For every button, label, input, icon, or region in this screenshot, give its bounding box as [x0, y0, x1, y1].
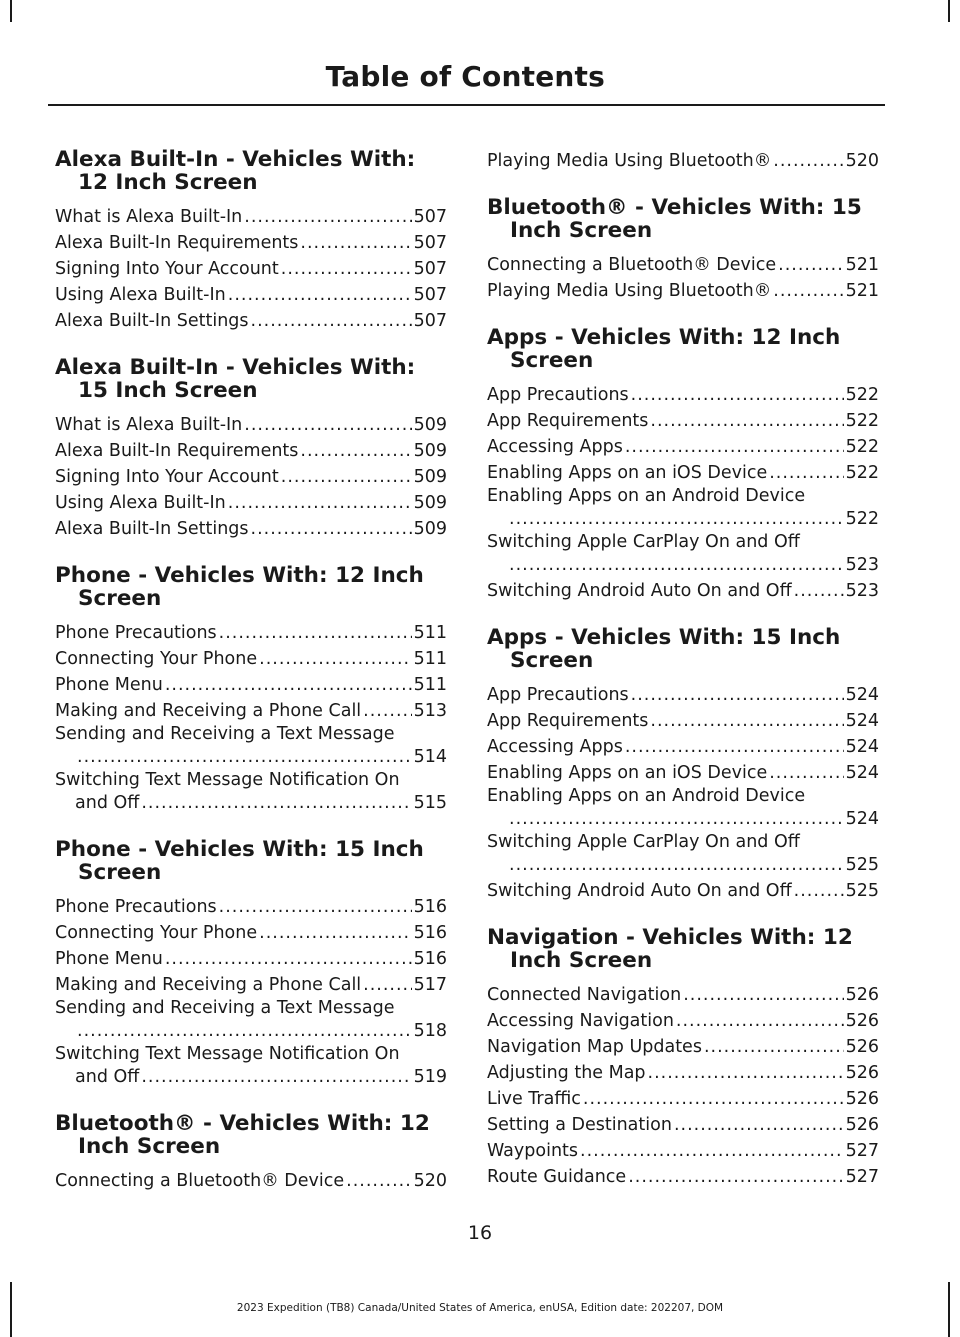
- entry-title: Navigation Map Updates: [487, 1037, 702, 1057]
- entry-page: 509: [413, 519, 447, 539]
- dot-leader: [625, 434, 844, 460]
- toc-entry[interactable]: [487, 982, 879, 1008]
- entry-title: Enabling Apps on an iOS Device: [487, 763, 768, 783]
- dot-leader: [509, 552, 844, 578]
- entry-page: 526: [845, 1011, 879, 1031]
- entry-title: Connected Navigation: [487, 985, 682, 1005]
- dot-leader: [650, 708, 843, 734]
- entry-page: 525: [845, 881, 879, 901]
- edition-line: 2023 Expedition (TB8) Canada/United States of America, enUSA, Edition date: 202207, DOM: [236, 1302, 724, 1314]
- dot-leader: [219, 620, 412, 646]
- dot-leader: [794, 578, 844, 604]
- entry-title: App Requirements: [487, 711, 649, 731]
- toc-entry[interactable]: [55, 620, 447, 646]
- entry-page: 522: [845, 509, 879, 529]
- entry-title: What is Alexa Built-In: [55, 415, 243, 435]
- header-rule: [48, 104, 885, 106]
- entry-page: 511: [413, 649, 447, 669]
- toc-entry[interactable]: [487, 734, 879, 760]
- entry-title: Alexa Built-In Requirements: [55, 233, 299, 253]
- section-title: Bluetooth® - Vehicles With: 15 Inch Screen: [487, 195, 862, 243]
- dot-leader: [228, 490, 412, 516]
- entry-page: 521: [845, 281, 879, 301]
- toc-entry[interactable]: [487, 682, 879, 708]
- section-title: Bluetooth® - Vehicles With: 12 Inch Screen: [55, 1111, 430, 1159]
- dot-leader: [251, 516, 412, 542]
- toc-entry[interactable]: [487, 382, 879, 408]
- entry-page: 521: [845, 255, 879, 275]
- entry-title: App Precautions: [487, 385, 629, 405]
- entry-title: Switching Android Auto On and Off: [487, 581, 792, 601]
- entry-title: What is Alexa Built-In: [55, 207, 243, 227]
- dot-leader: [300, 438, 411, 464]
- entry-title: Sending and Receiving a Text Message: [55, 724, 395, 744]
- entry-title: Accessing Navigation: [487, 1011, 674, 1031]
- entry-page: 526: [845, 1115, 879, 1135]
- entry-title: Accessing Apps: [487, 737, 623, 757]
- dot-leader: [676, 1008, 844, 1034]
- page-title: Table of Contents: [325, 60, 605, 93]
- entry-page: 507: [413, 259, 447, 279]
- crop-mark-top-left: [10, 0, 12, 22]
- toc-section: [55, 1112, 447, 1194]
- toc-entry[interactable]: [55, 282, 447, 308]
- toc-entry[interactable]: [487, 878, 879, 904]
- entry-page: 520: [845, 151, 879, 171]
- entry-title: Switching Text Message Notification On: [55, 1044, 400, 1064]
- entry-page: 516: [413, 923, 447, 943]
- toc-entry[interactable]: [55, 256, 447, 282]
- dot-leader: [141, 1064, 411, 1090]
- dot-leader: [77, 1018, 412, 1044]
- toc-entry[interactable]: [55, 698, 447, 724]
- entry-page: 523: [845, 555, 879, 575]
- toc-entry[interactable]: [487, 1112, 879, 1138]
- entry-line-continued: [55, 790, 447, 816]
- dot-leader: [251, 308, 412, 334]
- entry-page: 507: [413, 311, 447, 331]
- dot-leader: [77, 744, 412, 770]
- entry-title: Using Alexa Built-In: [55, 285, 226, 305]
- entry-page: 524: [845, 809, 879, 829]
- toc-entry[interactable]: [55, 412, 447, 438]
- toc-entry[interactable]: [55, 516, 447, 542]
- entry-page: 527: [845, 1141, 879, 1161]
- entry-title: Setting a Destination: [487, 1115, 672, 1135]
- toc-entry[interactable]: [55, 894, 447, 920]
- entry-page: 527: [845, 1167, 879, 1187]
- entry-page: 516: [413, 949, 447, 969]
- dot-leader: [281, 464, 412, 490]
- entry-title: Waypoints: [487, 1141, 579, 1161]
- toc-section: [487, 626, 879, 904]
- entry-page: 523: [845, 581, 879, 601]
- toc-entry[interactable]: [487, 832, 879, 878]
- dot-leader: [141, 790, 411, 816]
- dot-leader: [281, 256, 412, 282]
- entry-page: 520: [413, 1171, 447, 1191]
- section-title: Phone - Vehicles With: 12 Inch Screen: [55, 563, 424, 611]
- toc-entry[interactable]: [55, 998, 447, 1044]
- entry-line-continued: [487, 552, 879, 578]
- toc-section: [55, 148, 447, 334]
- entry-line-continued: [487, 852, 879, 878]
- dot-leader: [259, 920, 411, 946]
- entry-page: 514: [413, 747, 447, 767]
- entry-page: 525: [845, 855, 879, 875]
- toc-entry[interactable]: [55, 204, 447, 230]
- dot-leader: [773, 148, 843, 174]
- toc-entry[interactable]: [55, 464, 447, 490]
- entry-title: Sending and Receiving a Text Message: [55, 998, 395, 1018]
- toc-entry[interactable]: [55, 672, 447, 698]
- entry-title-continued: and Off: [75, 793, 140, 813]
- entry-page: 519: [413, 1067, 447, 1087]
- entry-page: 524: [845, 711, 879, 731]
- dot-leader: [628, 1164, 843, 1190]
- toc-entry[interactable]: [55, 438, 447, 464]
- dot-leader: [165, 946, 412, 972]
- toc-entry[interactable]: [487, 148, 879, 174]
- toc-entry[interactable]: [55, 920, 447, 946]
- entry-page: 524: [845, 763, 879, 783]
- entry-page: 517: [413, 975, 447, 995]
- entry-line-continued: [55, 744, 447, 770]
- entry-page: 526: [845, 1089, 879, 1109]
- dot-leader: [674, 1112, 844, 1138]
- entry-page: 524: [845, 685, 879, 705]
- entry-line-continued: [55, 1018, 447, 1044]
- entry-title: Playing Media Using Bluetooth®: [487, 151, 772, 171]
- entry-page: 509: [413, 493, 447, 513]
- toc-entry[interactable]: [487, 578, 879, 604]
- toc-section: [55, 838, 447, 1090]
- entry-title: Connecting a Bluetooth® Device: [55, 1171, 345, 1191]
- dot-leader: [300, 230, 411, 256]
- entry-page: 522: [845, 463, 879, 483]
- toc-column-left: [55, 148, 447, 1216]
- entry-page: 511: [413, 623, 447, 643]
- entry-title: Adjusting the Map: [487, 1063, 646, 1083]
- dot-leader: [631, 682, 844, 708]
- toc-entry[interactable]: [55, 1168, 447, 1194]
- toc-section: [487, 148, 879, 174]
- entry-page: 524: [845, 737, 879, 757]
- entry-page: 511: [413, 675, 447, 695]
- entry-title: Live Traffic: [487, 1089, 581, 1109]
- toc-section: [55, 564, 447, 816]
- entry-page: 509: [413, 467, 447, 487]
- entry-title: App Precautions: [487, 685, 629, 705]
- toc-entry[interactable]: [487, 1138, 879, 1164]
- entry-title: Signing Into Your Account: [55, 259, 279, 279]
- entry-page: 515: [413, 793, 447, 813]
- page-header: [48, 60, 885, 93]
- toc-entry[interactable]: [487, 434, 879, 460]
- entry-page: 526: [845, 985, 879, 1005]
- dot-leader: [773, 278, 843, 304]
- dot-leader: [165, 672, 412, 698]
- toc-section: [55, 356, 447, 542]
- toc-section: [487, 196, 879, 304]
- entry-page: 522: [845, 411, 879, 431]
- entry-page: 513: [413, 701, 447, 721]
- toc-entry[interactable]: [55, 724, 447, 770]
- entry-title: Switching Apple CarPlay On and Off: [487, 532, 800, 552]
- page-number: 16: [467, 1222, 493, 1244]
- dot-leader: [509, 806, 844, 832]
- entry-title: Connecting a Bluetooth® Device: [487, 255, 777, 275]
- dot-leader: [625, 734, 844, 760]
- dot-leader: [228, 282, 412, 308]
- entry-title: Alexa Built-In Requirements: [55, 441, 299, 461]
- section-title: Alexa Built-In - Vehicles With: 12 Inch Screen: [55, 147, 416, 195]
- entry-title: Connecting Your Phone: [55, 649, 258, 669]
- entry-page: 516: [413, 897, 447, 917]
- dot-leader: [583, 1086, 844, 1112]
- entry-title: Phone Precautions: [55, 897, 217, 917]
- crop-mark-top-right: [948, 0, 950, 22]
- dot-leader: [244, 412, 411, 438]
- toc-entry[interactable]: [487, 278, 879, 304]
- toc-entry[interactable]: [55, 646, 447, 672]
- entry-page: 507: [413, 233, 447, 253]
- entry-title: Signing Into Your Account: [55, 467, 279, 487]
- entry-title: Connecting Your Phone: [55, 923, 258, 943]
- dot-leader: [259, 646, 411, 672]
- entry-title: Alexa Built-In Settings: [55, 519, 249, 539]
- entry-title: Route Guidance: [487, 1167, 627, 1187]
- entry-title: Switching Text Message Notification On: [55, 770, 400, 790]
- dot-leader: [346, 1168, 411, 1194]
- section-title: Navigation - Vehicles With: 12 Inch Screen: [487, 925, 853, 973]
- entry-line-continued: [487, 806, 879, 832]
- toc-entry[interactable]: [487, 486, 879, 532]
- entry-page: 522: [845, 437, 879, 457]
- dot-leader: [363, 698, 411, 724]
- toc-entry[interactable]: [487, 460, 879, 486]
- toc-entry[interactable]: [55, 308, 447, 334]
- dot-leader: [363, 972, 411, 998]
- section-title: Phone - Vehicles With: 15 Inch Screen: [55, 837, 424, 885]
- entry-page: 518: [413, 1021, 447, 1041]
- entry-title: Phone Menu: [55, 949, 163, 969]
- toc-entry[interactable]: [487, 1060, 879, 1086]
- entry-page: 509: [413, 441, 447, 461]
- entry-title: Making and Receiving a Phone Call: [55, 975, 362, 995]
- entry-page: 509: [413, 415, 447, 435]
- entry-title: Switching Apple CarPlay On and Off: [487, 832, 800, 852]
- dot-leader: [769, 760, 843, 786]
- entry-title: Using Alexa Built-In: [55, 493, 226, 513]
- toc-entry[interactable]: [55, 490, 447, 516]
- toc-entry[interactable]: [487, 760, 879, 786]
- dot-leader: [219, 894, 412, 920]
- section-title: Apps - Vehicles With: 15 Inch Screen: [487, 625, 841, 673]
- toc-entry[interactable]: [487, 252, 879, 278]
- dot-leader: [778, 252, 843, 278]
- toc-entry[interactable]: [55, 972, 447, 998]
- dot-leader: [244, 204, 411, 230]
- toc-entry[interactable]: [487, 708, 879, 734]
- dot-leader: [648, 1060, 844, 1086]
- entry-title: Phone Precautions: [55, 623, 217, 643]
- entry-title: Accessing Apps: [487, 437, 623, 457]
- dot-leader: [580, 1138, 844, 1164]
- entry-page: 526: [845, 1063, 879, 1083]
- toc-entry[interactable]: [487, 1164, 879, 1190]
- section-title: Alexa Built-In - Vehicles With: 15 Inch Screen: [55, 355, 416, 403]
- toc-section: [487, 926, 879, 1190]
- toc-entry[interactable]: [487, 408, 879, 434]
- toc-entry[interactable]: [55, 230, 447, 256]
- toc-entry[interactable]: [487, 1008, 879, 1034]
- entry-title: Enabling Apps on an Android Device: [487, 786, 806, 806]
- toc-column-right: [487, 148, 879, 1212]
- entry-title-continued: and Off: [75, 1067, 140, 1087]
- entry-line-continued: [487, 506, 879, 532]
- toc-entry[interactable]: [55, 770, 447, 816]
- entry-title: Switching Android Auto On and Off: [487, 881, 792, 901]
- dot-leader: [704, 1034, 844, 1060]
- dot-leader: [509, 852, 844, 878]
- section-title: Apps - Vehicles With: 12 Inch Screen: [487, 325, 841, 373]
- toc-entry[interactable]: [55, 1044, 447, 1090]
- toc-entry[interactable]: [487, 1086, 879, 1112]
- dot-leader: [631, 382, 844, 408]
- entry-line-continued: [55, 1064, 447, 1090]
- entry-title: Enabling Apps on an iOS Device: [487, 463, 768, 483]
- entry-title: Making and Receiving a Phone Call: [55, 701, 362, 721]
- toc-entry[interactable]: [487, 786, 879, 832]
- entry-page: 507: [413, 285, 447, 305]
- entry-title: Phone Menu: [55, 675, 163, 695]
- entry-page: 526: [845, 1037, 879, 1057]
- entry-title: Enabling Apps on an Android Device: [487, 486, 806, 506]
- entry-title: Alexa Built-In Settings: [55, 311, 249, 331]
- dot-leader: [509, 506, 844, 532]
- dot-leader: [683, 982, 843, 1008]
- entry-page: 522: [845, 385, 879, 405]
- dot-leader: [794, 878, 844, 904]
- toc-entry[interactable]: [487, 1034, 879, 1060]
- entry-page: 507: [413, 207, 447, 227]
- entry-title: App Requirements: [487, 411, 649, 431]
- entry-title: Playing Media Using Bluetooth®: [487, 281, 772, 301]
- toc-entry[interactable]: [487, 532, 879, 578]
- toc-entry[interactable]: [55, 946, 447, 972]
- toc-section: [487, 326, 879, 604]
- dot-leader: [769, 460, 843, 486]
- dot-leader: [650, 408, 843, 434]
